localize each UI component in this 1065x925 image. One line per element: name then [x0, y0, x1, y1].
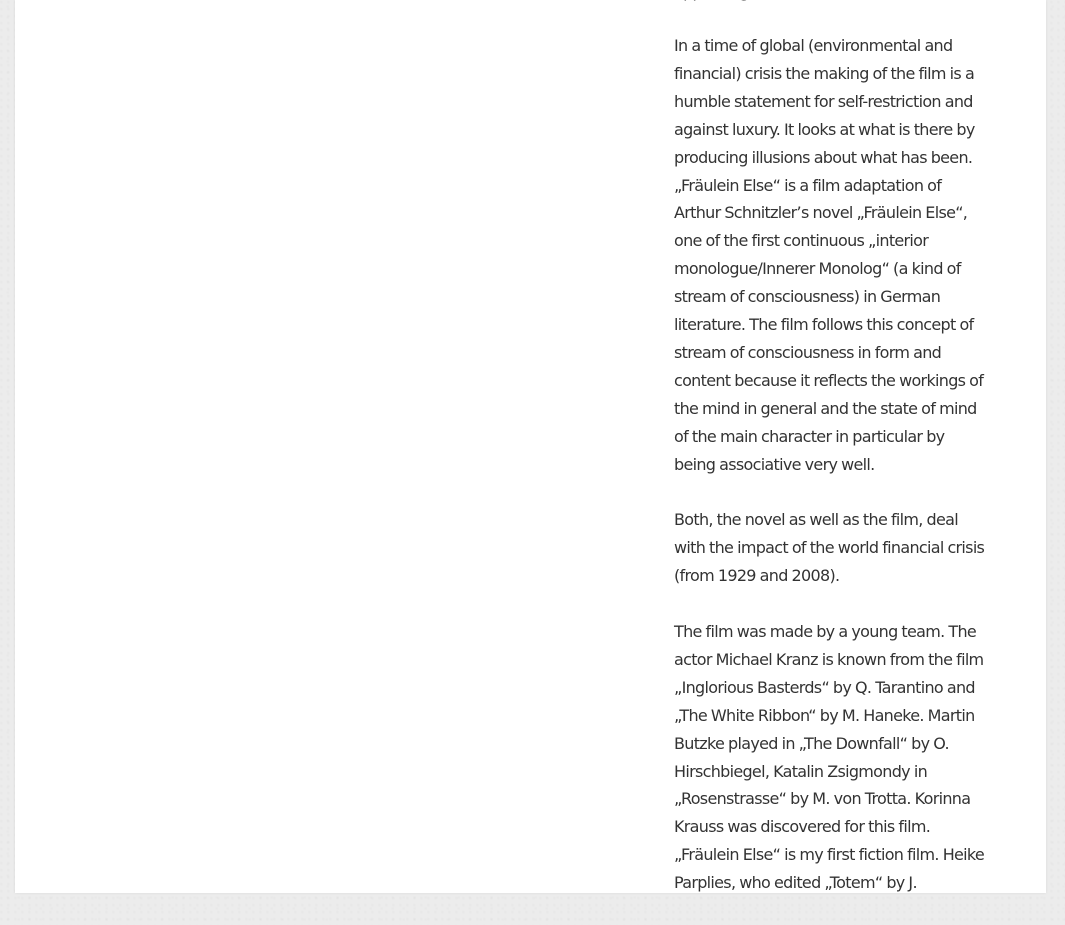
- article-top-fragment: [674, 0, 986, 6]
- article-body: [674, 32, 986, 925]
- article-paragraph-2: Both, the novel as well as the film, deal with the impact of the world financial crisis (from 1929 and 2008).: [674, 510, 985, 586]
- article-paragraph-1: In a time of global (environmental and financial) crisis the making of the film is a humble statement for self-restriction and against luxury. It looks at what is there by producing illusions about what has been. „Fräulein Else“ is a film adaptation of Arthur Schnitzler’s novel „Fräulein Else“, one of the first continuous „interior monologue/Innerer Monolog“ (a kind of stream of consciousness) in German literature. The film follows this concept of stream of consciousness in form and content because it reflects the workings of the mind in general and the state of mind of the main character in particular by being associative very well.: [674, 36, 984, 474]
- article-paragraph-3: The film was made by a young team. The actor Michael Kranz is known from the film „Inglorious Basterds“ by Q. Tarantino and „The White Ribbon“ by M. Haneke. Martin Butzke played in „The Downfall“ by O. Hirschbiegel, Katalin Zsigmondy in „Rosenstrasse“ by M. von Trotta. Korinna Krauss was discovered for this film. „Fräulein Else“ is my first fiction film. Heike Parplies, who edited „Totem“ by J.: [674, 622, 985, 893]
